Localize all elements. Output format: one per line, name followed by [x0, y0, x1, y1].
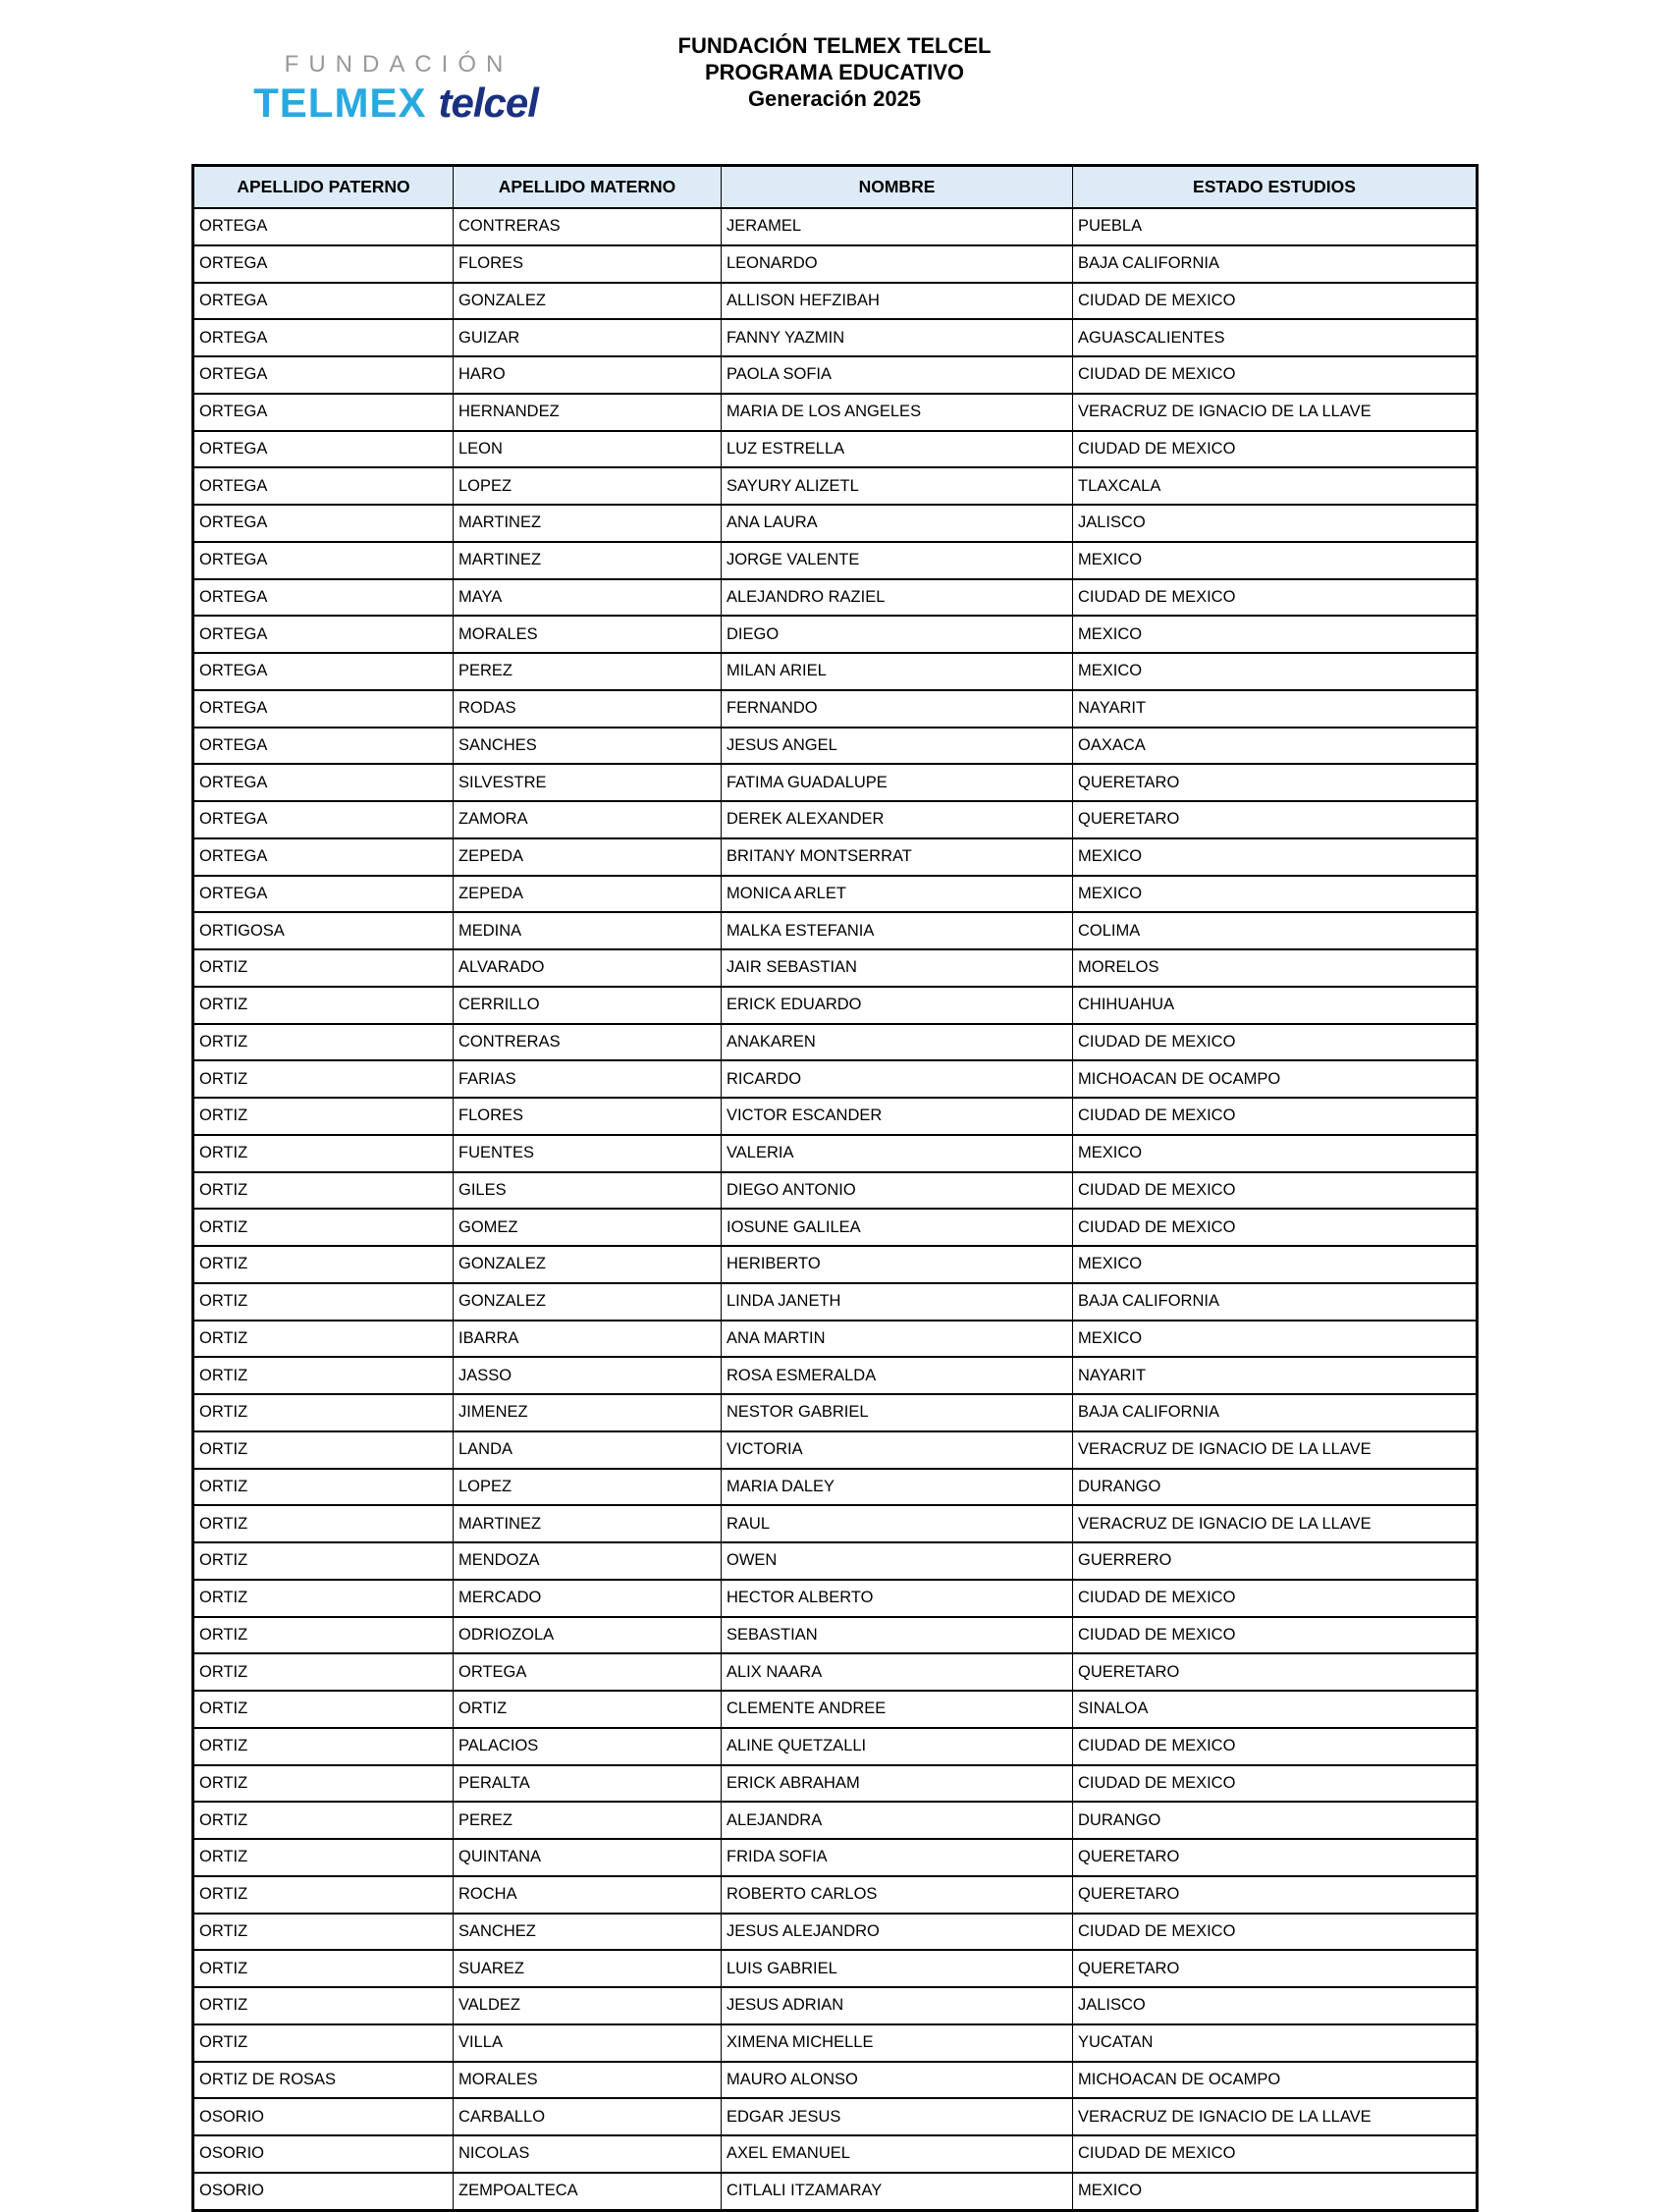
table-cell: ORTEGA [193, 653, 454, 690]
table-cell: HERNANDEZ [454, 394, 722, 431]
table-cell: TLAXCALA [1073, 467, 1478, 505]
table-cell: OAXACA [1073, 728, 1478, 765]
table-cell: RICARDO [722, 1060, 1073, 1098]
table-cell: ALEJANDRA [722, 1802, 1073, 1839]
table-cell: ORTIZ [193, 1321, 454, 1358]
table-cell: ORTIZ [193, 1728, 454, 1765]
table-cell: QUERETARO [1073, 801, 1478, 838]
table-cell: FUENTES [454, 1135, 722, 1172]
table-cell: FLORES [454, 1098, 722, 1135]
table-cell: MILAN ARIEL [722, 653, 1073, 690]
table-cell: CIUDAD DE MEXICO [1073, 1765, 1478, 1803]
table-row [193, 1098, 1478, 1135]
table-row [193, 1135, 1478, 1172]
table-cell: CIUDAD DE MEXICO [1073, 1098, 1478, 1135]
table-cell: ORTIZ [193, 1950, 454, 1987]
table-row [193, 653, 1478, 690]
table-cell: ORTIZ [193, 1024, 454, 1061]
table-cell: ROCHA [454, 1876, 722, 1914]
table-cell: ORTIZ [193, 949, 454, 987]
table-cell: ZEPEDA [454, 838, 722, 876]
table-cell: NICOLAS [454, 2135, 722, 2173]
table-row [193, 1802, 1478, 1839]
table-cell: ANAKAREN [722, 1024, 1073, 1061]
table-row [193, 1469, 1478, 1506]
table-row [193, 1987, 1478, 2024]
table-cell: RAUL [722, 1505, 1073, 1542]
table-cell: ALLISON HEFZIBAH [722, 283, 1073, 320]
table-cell: ORTIZ [193, 1172, 454, 1210]
table-cell: DURANGO [1073, 1802, 1478, 1839]
table-cell: ORTIZ [193, 1839, 454, 1876]
table-row [193, 1246, 1478, 1283]
table-cell: MARIA DE LOS ANGELES [722, 394, 1073, 431]
table-cell: JESUS ADRIAN [722, 1987, 1073, 2024]
table-row [193, 728, 1478, 765]
table-cell: LANDA [454, 1431, 722, 1469]
table-row [193, 2062, 1478, 2099]
table-row [193, 876, 1478, 913]
table-row [193, 1914, 1478, 1951]
table-cell: IBARRA [454, 1321, 722, 1358]
table-cell: CIUDAD DE MEXICO [1073, 356, 1478, 394]
table-cell: ORTIZ [193, 2024, 454, 2062]
table-cell: MORALES [454, 616, 722, 653]
table-row [193, 245, 1478, 283]
table-cell: VERACRUZ DE IGNACIO DE LA LLAVE [1073, 1431, 1478, 1469]
table-cell: FATIMA GUADALUPE [722, 764, 1073, 801]
table-cell: NAYARIT [1073, 690, 1478, 728]
table-row [193, 1431, 1478, 1469]
table-cell: IOSUNE GALILEA [722, 1209, 1073, 1246]
table-row [193, 2173, 1478, 2210]
table-cell: MORELOS [1073, 949, 1478, 987]
table-cell: PEREZ [454, 1802, 722, 1839]
table-cell: ORTIZ [193, 1394, 454, 1431]
table-row [193, 1357, 1478, 1394]
table-cell: LUZ ESTRELLA [722, 431, 1073, 468]
table-cell: ORTIZ [193, 1135, 454, 1172]
table-cell: QUERETARO [1073, 1950, 1478, 1987]
table-cell: CONTRERAS [454, 208, 722, 245]
table-cell: VALERIA [722, 1135, 1073, 1172]
table-cell: MONICA ARLET [722, 876, 1073, 913]
table-cell: MEXICO [1073, 542, 1478, 579]
table-cell: ANA LAURA [722, 505, 1073, 542]
table-row [193, 764, 1478, 801]
table-cell: BAJA CALIFORNIA [1073, 1283, 1478, 1321]
table-cell: MEXICO [1073, 1246, 1478, 1283]
table-cell: ANA MARTIN [722, 1321, 1073, 1358]
table-cell: MAYA [454, 579, 722, 617]
column-header-apellido-materno: APELLIDO MATERNO [454, 166, 722, 209]
table-cell: ERICK ABRAHAM [722, 1765, 1073, 1803]
table-cell: MARTINEZ [454, 1505, 722, 1542]
table-cell: CIUDAD DE MEXICO [1073, 431, 1478, 468]
table-cell: MARIA DALEY [722, 1469, 1073, 1506]
table-cell: MORALES [454, 2062, 722, 2099]
table-cell: RODAS [454, 690, 722, 728]
table-cell: ORTIZ [193, 1357, 454, 1394]
table-cell: ALINE QUETZALLI [722, 1728, 1073, 1765]
table-cell: XIMENA MICHELLE [722, 2024, 1073, 2062]
table-row [193, 912, 1478, 949]
table-cell: MENDOZA [454, 1542, 722, 1580]
table-cell: ORTIZ [193, 1691, 454, 1728]
table-cell: FARIAS [454, 1060, 722, 1098]
table-cell: GUERRERO [1073, 1542, 1478, 1580]
table-cell: MALKA ESTEFANIA [722, 912, 1073, 949]
table-cell: SANCHES [454, 728, 722, 765]
table-row [193, 505, 1478, 542]
table-cell: MEXICO [1073, 876, 1478, 913]
table-cell: ORTEGA [454, 1653, 722, 1691]
table-cell: ORTIZ [193, 1914, 454, 1951]
table-cell: ORTIZ [193, 1876, 454, 1914]
table-cell: COLIMA [1073, 912, 1478, 949]
table-cell: ORTIZ DE ROSAS [193, 2062, 454, 2099]
table-cell: ORTIZ [193, 1580, 454, 1617]
table-cell: EDGAR JESUS [722, 2098, 1073, 2135]
table-cell: VILLA [454, 2024, 722, 2062]
table-cell: JESUS ANGEL [722, 728, 1073, 765]
table-row [193, 1691, 1478, 1728]
table-cell: CLEMENTE ANDREE [722, 1691, 1073, 1728]
table-row [193, 1839, 1478, 1876]
table-cell: QUERETARO [1073, 764, 1478, 801]
table-cell: MEXICO [1073, 653, 1478, 690]
table-row [193, 283, 1478, 320]
table-cell: GONZALEZ [454, 283, 722, 320]
table-cell: MEXICO [1073, 616, 1478, 653]
table-cell: ODRIOZOLA [454, 1617, 722, 1654]
table-row [193, 1950, 1478, 1987]
students-table [191, 164, 1479, 2212]
table-row [193, 616, 1478, 653]
table-row [193, 1765, 1478, 1803]
table-cell: ORTEGA [193, 728, 454, 765]
table-row [193, 356, 1478, 394]
table-cell: OSORIO [193, 2098, 454, 2135]
document-title [0, 32, 1669, 112]
table-header-row [193, 166, 1478, 209]
table-cell: QUERETARO [1073, 1876, 1478, 1914]
table-cell: CHIHUAHUA [1073, 987, 1478, 1024]
table-cell: BRITANY MONTSERRAT [722, 838, 1073, 876]
table-row [193, 838, 1478, 876]
table-row [193, 1653, 1478, 1691]
table-cell: ZEMPOALTECA [454, 2173, 722, 2210]
table-row [193, 1394, 1478, 1431]
table-cell: HARO [454, 356, 722, 394]
table-cell: ORTIZ [193, 1469, 454, 1506]
table-cell: GONZALEZ [454, 1283, 722, 1321]
table-cell: QUERETARO [1073, 1839, 1478, 1876]
table-cell: CIUDAD DE MEXICO [1073, 283, 1478, 320]
table-cell: JORGE VALENTE [722, 542, 1073, 579]
logo-fundacion-text: FUNDACIÓN [284, 51, 513, 78]
table-cell: MEXICO [1073, 1135, 1478, 1172]
table-cell: OSORIO [193, 2135, 454, 2173]
table-cell: SINALOA [1073, 1691, 1478, 1728]
table-cell: ORTEGA [193, 394, 454, 431]
table-cell: HECTOR ALBERTO [722, 1580, 1073, 1617]
table-cell: FERNANDO [722, 690, 1073, 728]
table-cell: ORTIZ [193, 987, 454, 1024]
table-cell: ORTEGA [193, 319, 454, 356]
table-cell: HERIBERTO [722, 1246, 1073, 1283]
table-cell: ORTIZ [193, 1653, 454, 1691]
logo-telcel-text: telcel [438, 80, 538, 126]
table-row [193, 2024, 1478, 2062]
table-cell: VERACRUZ DE IGNACIO DE LA LLAVE [1073, 1505, 1478, 1542]
table-cell: ORTIZ [193, 1802, 454, 1839]
table-row [193, 394, 1478, 431]
table-cell: DIEGO ANTONIO [722, 1172, 1073, 1210]
table-cell: QUERETARO [1073, 1653, 1478, 1691]
table-cell: ROBERTO CARLOS [722, 1876, 1073, 1914]
table-cell: ORTIZ [193, 1246, 454, 1283]
table-cell: ORTEGA [193, 838, 454, 876]
table-cell: DIEGO [722, 616, 1073, 653]
table-cell: LOPEZ [454, 1469, 722, 1506]
table-cell: SUAREZ [454, 1950, 722, 1987]
table-row [193, 431, 1478, 468]
table-cell: ORTIZ [193, 1542, 454, 1580]
table-cell: SANCHEZ [454, 1914, 722, 1951]
table-cell: ORTEGA [193, 356, 454, 394]
table-row [193, 690, 1478, 728]
table-cell: JESUS ALEJANDRO [722, 1914, 1073, 1951]
column-header-estado-estudios: ESTADO ESTUDIOS [1073, 166, 1478, 209]
table-row [193, 1060, 1478, 1098]
table-cell: BAJA CALIFORNIA [1073, 245, 1478, 283]
table-cell: JALISCO [1073, 505, 1478, 542]
table-row [193, 1505, 1478, 1542]
table-cell: ORTIZ [193, 1431, 454, 1469]
table-row [193, 2098, 1478, 2135]
table-row [193, 1617, 1478, 1654]
table-cell: PUEBLA [1073, 208, 1478, 245]
table-row [193, 1283, 1478, 1321]
table-cell: ZEPEDA [454, 876, 722, 913]
table-cell: FRIDA SOFIA [722, 1839, 1073, 1876]
table-cell: MEXICO [1073, 838, 1478, 876]
table-cell: VALDEZ [454, 1987, 722, 2024]
table-cell: CIUDAD DE MEXICO [1073, 1914, 1478, 1951]
logo-telmex-text: TELMEX [253, 80, 427, 126]
table-cell: MICHOACAN DE OCAMPO [1073, 1060, 1478, 1098]
table-cell: BAJA CALIFORNIA [1073, 1394, 1478, 1431]
table-cell: FLORES [454, 245, 722, 283]
table-cell: VERACRUZ DE IGNACIO DE LA LLAVE [1073, 394, 1478, 431]
table-row [193, 949, 1478, 987]
table-cell: CIUDAD DE MEXICO [1073, 1172, 1478, 1210]
table-row [193, 1542, 1478, 1580]
table-cell: ALVARADO [454, 949, 722, 987]
table-cell: CIUDAD DE MEXICO [1073, 1024, 1478, 1061]
table-row [193, 467, 1478, 505]
table-cell: CIUDAD DE MEXICO [1073, 1580, 1478, 1617]
table-cell: JALISCO [1073, 1987, 1478, 2024]
table-cell: ERICK EDUARDO [722, 987, 1073, 1024]
table-cell: CONTRERAS [454, 1024, 722, 1061]
table-cell: CITLALI ITZAMARAY [722, 2173, 1073, 2210]
table-cell: MEDINA [454, 912, 722, 949]
table-cell: CERRILLO [454, 987, 722, 1024]
table-cell: LEONARDO [722, 245, 1073, 283]
table-cell: ORTIZ [454, 1691, 722, 1728]
table-row [193, 1024, 1478, 1061]
table-cell: CIUDAD DE MEXICO [1073, 1209, 1478, 1246]
table-row [193, 319, 1478, 356]
table-cell: CIUDAD DE MEXICO [1073, 1617, 1478, 1654]
table-cell: JERAMEL [722, 208, 1073, 245]
table-cell: ROSA ESMERALDA [722, 1357, 1073, 1394]
table-row [193, 1321, 1478, 1358]
table-cell: ORTIZ [193, 1209, 454, 1246]
table-cell: LINDA JANETH [722, 1283, 1073, 1321]
table-cell: ORTEGA [193, 542, 454, 579]
table-row [193, 1209, 1478, 1246]
table-cell: JAIR SEBASTIAN [722, 949, 1073, 987]
table-cell: DEREK ALEXANDER [722, 801, 1073, 838]
table-cell: CARBALLO [454, 2098, 722, 2135]
table-cell: VICTORIA [722, 1431, 1073, 1469]
table-cell: GILES [454, 1172, 722, 1210]
table-cell: LOPEZ [454, 467, 722, 505]
table-row [193, 801, 1478, 838]
table-row [193, 987, 1478, 1024]
table-cell: YUCATAN [1073, 2024, 1478, 2062]
table-cell: ORTIZ [193, 1765, 454, 1803]
table-cell: GONZALEZ [454, 1246, 722, 1283]
table-cell: ORTEGA [193, 467, 454, 505]
table-cell: OSORIO [193, 2173, 454, 2210]
table-row [193, 1580, 1478, 1617]
table-cell: ORTEGA [193, 431, 454, 468]
table-cell: NAYARIT [1073, 1357, 1478, 1394]
table-cell: CIUDAD DE MEXICO [1073, 2135, 1478, 2173]
table-cell: DURANGO [1073, 1469, 1478, 1506]
table-cell: GOMEZ [454, 1209, 722, 1246]
table-cell: SEBASTIAN [722, 1617, 1073, 1654]
table-cell: MERCADO [454, 1580, 722, 1617]
table-cell: PAOLA SOFIA [722, 356, 1073, 394]
table-cell: VERACRUZ DE IGNACIO DE LA LLAVE [1073, 2098, 1478, 2135]
table-cell: MICHOACAN DE OCAMPO [1073, 2062, 1478, 2099]
table-cell: PEREZ [454, 653, 722, 690]
table-cell: AXEL EMANUEL [722, 2135, 1073, 2173]
table-row [193, 208, 1478, 245]
table-cell: ORTEGA [193, 801, 454, 838]
table-cell: AGUASCALIENTES [1073, 319, 1478, 356]
table-cell: CIUDAD DE MEXICO [1073, 579, 1478, 617]
table-cell: PALACIOS [454, 1728, 722, 1765]
table-cell: ORTIGOSA [193, 912, 454, 949]
table-cell: SAYURY ALIZETL [722, 467, 1073, 505]
table-cell: ORTIZ [193, 1987, 454, 2024]
table-cell: JIMENEZ [454, 1394, 722, 1431]
table-cell: MARTINEZ [454, 505, 722, 542]
table-cell: MEXICO [1073, 1321, 1478, 1358]
table-row [193, 542, 1478, 579]
table-cell: ZAMORA [454, 801, 722, 838]
table-cell: LEON [454, 431, 722, 468]
table-cell: NESTOR GABRIEL [722, 1394, 1073, 1431]
title-line-1: FUNDACIÓN TELMEX TELCEL [677, 33, 992, 58]
title-line-3: Generación 2025 [747, 86, 922, 111]
table-cell: VICTOR ESCANDER [722, 1098, 1073, 1135]
table-cell: ORTIZ [193, 1060, 454, 1098]
table-cell: ORTEGA [193, 245, 454, 283]
table-cell: ORTEGA [193, 616, 454, 653]
table-cell: OWEN [722, 1542, 1073, 1580]
table-cell: ORTIZ [193, 1283, 454, 1321]
table-cell: MAURO ALONSO [722, 2062, 1073, 2099]
table-cell: SILVESTRE [454, 764, 722, 801]
column-header-apellido-paterno: APELLIDO PATERNO [193, 166, 454, 209]
table-cell: FANNY YAZMIN [722, 319, 1073, 356]
table-row [193, 1728, 1478, 1765]
table-cell: ALIX NAARA [722, 1653, 1073, 1691]
table-cell: ORTEGA [193, 764, 454, 801]
table-cell: ALEJANDRO RAZIEL [722, 579, 1073, 617]
table-cell: GUIZAR [454, 319, 722, 356]
table-row [193, 1876, 1478, 1914]
table-cell: LUIS GABRIEL [722, 1950, 1073, 1987]
table-cell: JASSO [454, 1357, 722, 1394]
table-row [193, 2135, 1478, 2173]
table-cell: ORTEGA [193, 690, 454, 728]
table-cell: ORTEGA [193, 505, 454, 542]
title-line-2: PROGRAMA EDUCATIVO [705, 60, 964, 84]
table-cell: MARTINEZ [454, 542, 722, 579]
table-cell: ORTEGA [193, 876, 454, 913]
table-body [193, 208, 1478, 2210]
table-cell: MEXICO [1073, 2173, 1478, 2210]
table-cell: PERALTA [454, 1765, 722, 1803]
table-cell: QUINTANA [454, 1839, 722, 1876]
table-row [193, 1172, 1478, 1210]
table-cell: ORTIZ [193, 1617, 454, 1654]
table-cell: ORTEGA [193, 283, 454, 320]
table-cell: ORTEGA [193, 579, 454, 617]
table-row [193, 579, 1478, 617]
table-cell: ORTIZ [193, 1505, 454, 1542]
table-cell: ORTIZ [193, 1098, 454, 1135]
column-header-nombre: NOMBRE [722, 166, 1073, 209]
table-cell: CIUDAD DE MEXICO [1073, 1728, 1478, 1765]
table-cell: ORTEGA [193, 208, 454, 245]
